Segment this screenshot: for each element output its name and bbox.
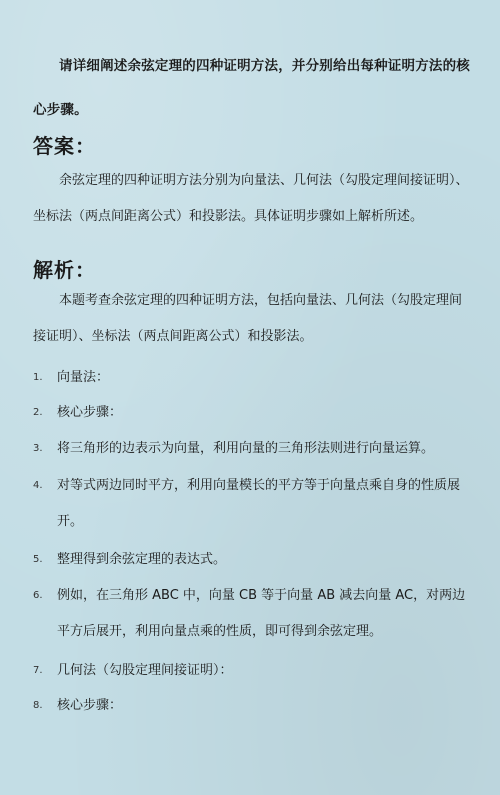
list-item-number: 2. <box>33 407 43 418</box>
list-item <box>33 360 473 396</box>
list-item <box>33 653 473 689</box>
list-item <box>33 468 473 540</box>
list-item-text: 将三角形的边表示为向量，利用向量的三角形法则进行向量运算。 <box>57 441 435 456</box>
list-item-number: 1. <box>33 372 43 383</box>
list-item <box>33 542 473 578</box>
list-item-text: 向量法： <box>57 370 110 385</box>
list-item-text: 对等式两边同时平方，利用向量模长的平方等于向量点乘自身的性质展开。 <box>57 478 461 529</box>
analysis-heading: 解析： <box>33 258 96 282</box>
list-item-number: 6. <box>33 590 43 601</box>
list-item <box>33 395 473 431</box>
answer-text: 余弦定理的四种证明方法分别为向量法、几何法（勾股定理间接证明）、坐标法（两点间距离公式）和投影法。具体证明步骤如上解析所述。 <box>33 173 469 224</box>
list-item <box>33 431 473 467</box>
list-item-number: 8. <box>33 700 43 711</box>
analysis-intro: 本题考查余弦定理的四种证明方法，包括向量法、几何法（勾股定理间接证明）、坐标法（两点间距离公式）和投影法。 <box>33 293 463 344</box>
list-item <box>33 688 473 724</box>
answer-heading: 答案： <box>33 134 96 158</box>
list-item-number: 7. <box>33 665 43 676</box>
list-item-text: 核心步骤： <box>57 698 123 713</box>
list-item-number: 3. <box>33 443 43 454</box>
list-item-number: 5. <box>33 554 43 565</box>
list-item-text: 例如，在三角形 ABC 中，向量 CB 等于向量 AB 减去向量 AC，对两边平方后展开，利用向量点乘的性质，即可得到余弦定理。 <box>57 588 466 639</box>
list-item-number: 4. <box>33 480 43 491</box>
list-item-text: 核心步骤： <box>57 405 123 420</box>
list-item-text: 几何法（勾股定理间接证明）： <box>57 663 233 678</box>
list-item-text: 整理得到余弦定理的表达式。 <box>57 552 227 567</box>
list-item <box>33 578 473 650</box>
question-text: 请详细阐述余弦定理的四种证明方法，并分别给出每种证明方法的核心步骤。 <box>33 58 470 118</box>
